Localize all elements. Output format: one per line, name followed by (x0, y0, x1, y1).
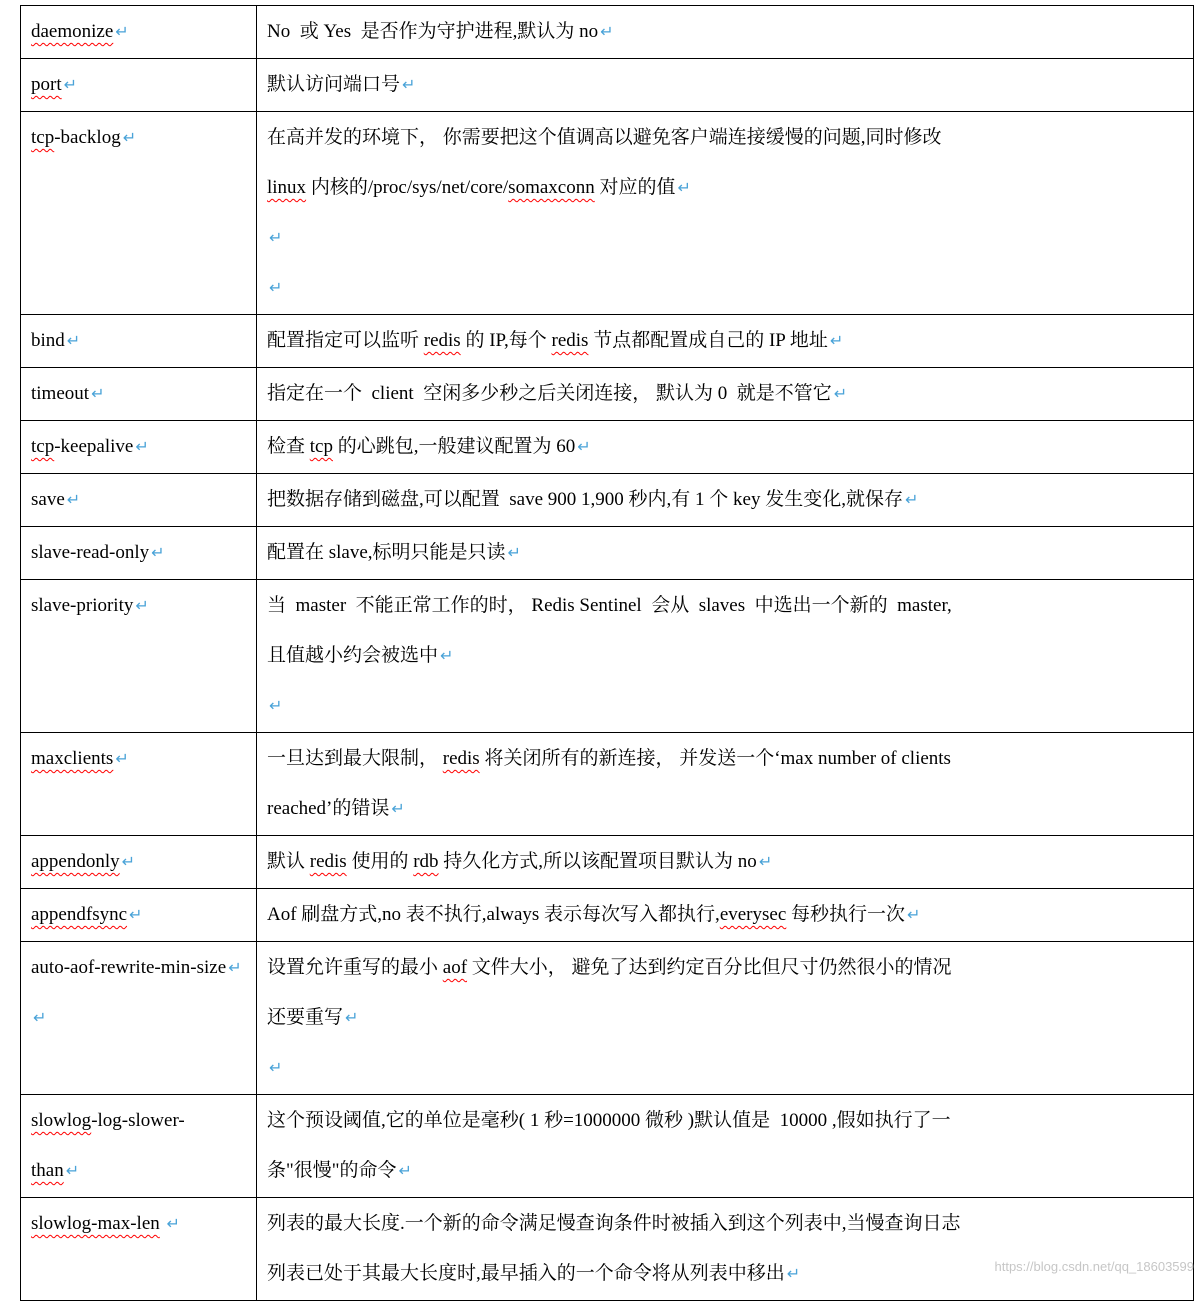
paragraph-mark-icon: ↵ (269, 1058, 283, 1077)
spellcheck-flagged-text: redis (551, 330, 589, 351)
paragraph (31, 475, 248, 525)
param-name-cell (21, 733, 257, 836)
param-name-cell (21, 421, 257, 474)
paragraph (31, 943, 248, 993)
text-run: 检查 (267, 436, 310, 457)
text-run: 且值越小约会被选中 (267, 645, 439, 666)
paragraph (31, 1096, 248, 1196)
paragraph (267, 263, 1185, 313)
param-name-cell (21, 1095, 257, 1198)
param-desc-cell (257, 527, 1194, 580)
table-row (21, 942, 1194, 1095)
paragraph (267, 213, 1185, 263)
redis-config-table (20, 5, 1194, 1301)
text-run: bind (31, 330, 65, 351)
text-run (160, 1213, 165, 1234)
param-desc-cell (257, 474, 1194, 527)
paragraph (267, 681, 1185, 731)
paragraph-mark-icon: ↵ (91, 384, 105, 403)
param-desc-cell (257, 580, 1194, 733)
paragraph-mark-icon: ↵ (115, 749, 129, 768)
text-run: auto-aof-rewrite-min-size (31, 957, 227, 978)
paragraph (31, 60, 248, 110)
paragraph-mark-icon: ↵ (63, 75, 78, 94)
table-row (21, 836, 1194, 889)
text-run: 指定在一个 client 空闲多少秒之后关闭连接， 默认为 0 就是不管它 (267, 383, 832, 404)
paragraph-mark-icon: ↵ (269, 228, 283, 247)
paragraph (31, 890, 248, 940)
spellcheck-flagged-text: than (31, 1160, 64, 1181)
text-run: 的心跳包,一般建议配置为 60 (332, 436, 576, 457)
param-desc-cell (257, 836, 1194, 889)
spellcheck-flagged-text: linux (267, 177, 307, 198)
paragraph (267, 316, 1185, 366)
table-row (21, 733, 1194, 836)
paragraph-mark-icon: ↵ (121, 852, 136, 871)
text-run: -keepalive (54, 436, 134, 457)
text-run: 配置指定可以监听 (267, 330, 424, 351)
spellcheck-flagged-text: port (31, 74, 62, 95)
paragraph (31, 581, 248, 631)
param-desc-cell (257, 1095, 1194, 1198)
paragraph (31, 369, 248, 419)
paragraph (31, 734, 248, 784)
param-desc-cell (257, 421, 1194, 474)
paragraph-mark-icon: ↵ (122, 128, 137, 147)
param-desc-cell (257, 112, 1194, 315)
spellcheck-flagged-text: tcp (31, 436, 55, 457)
param-name-cell (21, 474, 257, 527)
table-row (21, 421, 1194, 474)
paragraph (31, 7, 248, 57)
paragraph-mark-icon: ↵ (151, 543, 165, 562)
param-desc-cell (257, 315, 1194, 368)
text-run: 持久化方式,所以该配置项目默认为 no (438, 851, 757, 872)
text-run: No 或 Yes 是否作为守护进程,默认为 no (267, 21, 599, 42)
table-row (21, 1095, 1194, 1198)
text-run: -backlog (54, 127, 121, 148)
text-run: 还要重写 (267, 1007, 344, 1028)
paragraph (31, 422, 248, 472)
paragraph (267, 734, 1185, 834)
text-run: 默认 (267, 851, 310, 872)
paragraph (267, 837, 1185, 887)
text-run: 条"很慢"的命令 (267, 1160, 397, 1181)
paragraph-mark-icon: ↵ (402, 75, 416, 94)
paragraph-mark-icon: ↵ (269, 696, 283, 715)
spellcheck-flagged-text: appendonly (31, 851, 120, 872)
param-name-cell (21, 942, 257, 1095)
paragraph-mark-icon: ↵ (786, 1264, 801, 1283)
table-row (21, 527, 1194, 580)
paragraph-mark-icon: ↵ (66, 490, 81, 509)
paragraph (267, 475, 1185, 525)
paragraph (267, 528, 1185, 578)
paragraph (267, 1096, 1185, 1196)
table-row (21, 889, 1194, 942)
text-run: slave-read-only (31, 542, 150, 563)
paragraph-mark-icon: ↵ (115, 22, 129, 41)
param-desc-cell (257, 889, 1194, 942)
paragraph-mark-icon: ↵ (345, 1008, 359, 1027)
spellcheck-flagged-text: aof (442, 957, 468, 978)
paragraph-mark-icon: ↵ (65, 1161, 80, 1180)
paragraph-mark-icon: ↵ (391, 799, 405, 818)
paragraph-mark-icon: ↵ (135, 596, 149, 615)
paragraph-mark-icon: ↵ (758, 852, 773, 871)
param-name-cell (21, 315, 257, 368)
table-row (21, 59, 1194, 112)
param-name-cell (21, 112, 257, 315)
table-row (21, 1198, 1194, 1301)
paragraph-mark-icon: ↵ (129, 905, 143, 924)
paragraph-mark-icon: ↵ (577, 437, 591, 456)
spellcheck-flagged-text: everysec (719, 904, 787, 925)
spellcheck-flagged-text: daemonize (31, 21, 114, 42)
text-run: 内核的/proc/sys/net/core/ (306, 177, 509, 198)
paragraph (267, 369, 1185, 419)
text-run: 配置在 slave,标明只能是只读 (267, 542, 506, 563)
spellcheck-flagged-text: slowlog (31, 1110, 92, 1131)
param-desc-cell (257, 59, 1194, 112)
param-desc-cell (257, 733, 1194, 836)
paragraph (31, 1199, 248, 1249)
paragraph-mark-icon: ↵ (507, 543, 521, 562)
text-run: slave-priority (31, 595, 134, 616)
text-run: 一旦达到最大限制， (267, 748, 443, 769)
text-run: 将关闭所有的新连接， 并发送一个‘max number of clients (479, 748, 951, 769)
text-run: 列表已处于其最大长度时,最早插入的一个命令将从列表中移出 (267, 1263, 785, 1284)
paragraph (267, 943, 1185, 1043)
param-desc-cell (257, 1198, 1194, 1301)
paragraph-mark-icon: ↵ (269, 278, 283, 297)
param-name-cell (21, 527, 257, 580)
spellcheck-flagged-text: redis (423, 330, 461, 351)
text-run: 的 IP,每个 (460, 330, 552, 351)
text-run: 文件大小， 避免了达到约定百分比但尺寸仍然很小的情况 (467, 957, 952, 978)
table-row (21, 6, 1194, 59)
table-row (21, 580, 1194, 733)
text-run: Aof 刷盘方式,no 表不执行,always 表示每次写入都执行, (267, 904, 720, 925)
param-name-cell (21, 368, 257, 421)
paragraph (267, 113, 1185, 213)
text-run: 当 master 不能正常工作的时， Redis Sentinel 会从 slaves 中选出一个新的 master, (267, 595, 952, 616)
table-row (21, 315, 1194, 368)
paragraph (267, 7, 1185, 57)
spellcheck-flagged-text: redis (309, 851, 347, 872)
table-row (21, 368, 1194, 421)
paragraph-mark-icon: ↵ (829, 331, 844, 350)
text-run: reached’的错误 (267, 798, 390, 819)
paragraph-mark-icon: ↵ (135, 437, 149, 456)
paragraph-mark-icon: ↵ (228, 958, 242, 977)
param-name-cell (21, 59, 257, 112)
paragraph-mark-icon: ↵ (600, 22, 614, 41)
param-desc-cell (257, 6, 1194, 59)
spellcheck-flagged-text: maxclients (31, 748, 114, 769)
paragraph (267, 890, 1185, 940)
text-run: -log-slower- (91, 1110, 185, 1131)
paragraph-mark-icon: ↵ (833, 384, 848, 403)
table-row (21, 474, 1194, 527)
text-run: 对应的值 (594, 177, 676, 198)
paragraph (267, 1043, 1185, 1093)
paragraph-mark-icon: ↵ (904, 490, 919, 509)
config-table-body (21, 6, 1194, 1301)
paragraph-mark-icon: ↵ (33, 1008, 47, 1027)
paragraph (31, 528, 248, 578)
paragraph-mark-icon: ↵ (677, 178, 691, 197)
spellcheck-flagged-text: slowlog-max-len (31, 1213, 160, 1234)
paragraph (267, 422, 1185, 472)
text-run: save (31, 489, 65, 510)
paragraph-mark-icon: ↵ (398, 1161, 412, 1180)
param-name-cell (21, 6, 257, 59)
paragraph (31, 113, 248, 163)
spellcheck-flagged-text: rdb (413, 851, 439, 872)
text-run: timeout (31, 383, 90, 404)
paragraph (267, 60, 1185, 110)
text-run: 把数据存储到磁盘,可以配置 save 900 1,900 秒内,有 1 个 key 发生变化,就保存 (267, 489, 903, 510)
text-run: 使用的 (346, 851, 414, 872)
paragraph-mark-icon: ↵ (907, 905, 921, 924)
paragraph (267, 581, 1185, 681)
param-name-cell (21, 889, 257, 942)
watermark: https://blog.csdn.net/qq_18603599 (994, 1259, 1194, 1274)
param-name-cell (21, 1198, 257, 1301)
text-run: 这个预设阈值,它的单位是毫秒( 1 秒=1000000 微秒 )默认值是 10000 ,假如执行了一 (267, 1110, 951, 1131)
param-name-cell (21, 580, 257, 733)
paragraph-mark-icon: ↵ (440, 646, 454, 665)
spellcheck-flagged-text: somaxconn (508, 177, 595, 198)
text-run: 节点都配置成自己的 IP 地址 (588, 330, 828, 351)
text-run: 在高并发的环境下， 你需要把这个值调高以避免客户端连接缓慢的问题,同时修改 (267, 127, 942, 148)
text-run: 默认访问端口号 (267, 74, 401, 95)
param-desc-cell (257, 942, 1194, 1095)
param-desc-cell (257, 368, 1194, 421)
param-name-cell (21, 836, 257, 889)
paragraph (31, 316, 248, 366)
paragraph (31, 837, 248, 887)
paragraph-mark-icon: ↵ (66, 331, 81, 350)
paragraph (267, 1199, 1185, 1299)
text-run: 每秒执行一次 (786, 904, 906, 925)
spellcheck-flagged-text: redis (442, 748, 480, 769)
spellcheck-flagged-text: tcp (31, 127, 55, 148)
text-run: 列表的最大长度.一个新的命令满足慢查询条件时被插入到这个列表中,当慢查询日志 (267, 1213, 961, 1234)
paragraph (31, 993, 248, 1043)
table-row (21, 112, 1194, 315)
text-run: 设置允许重写的最小 (267, 957, 443, 978)
paragraph-mark-icon: ↵ (166, 1214, 180, 1233)
spellcheck-flagged-text: appendfsync (31, 904, 128, 925)
spellcheck-flagged-text: tcp (309, 436, 333, 457)
